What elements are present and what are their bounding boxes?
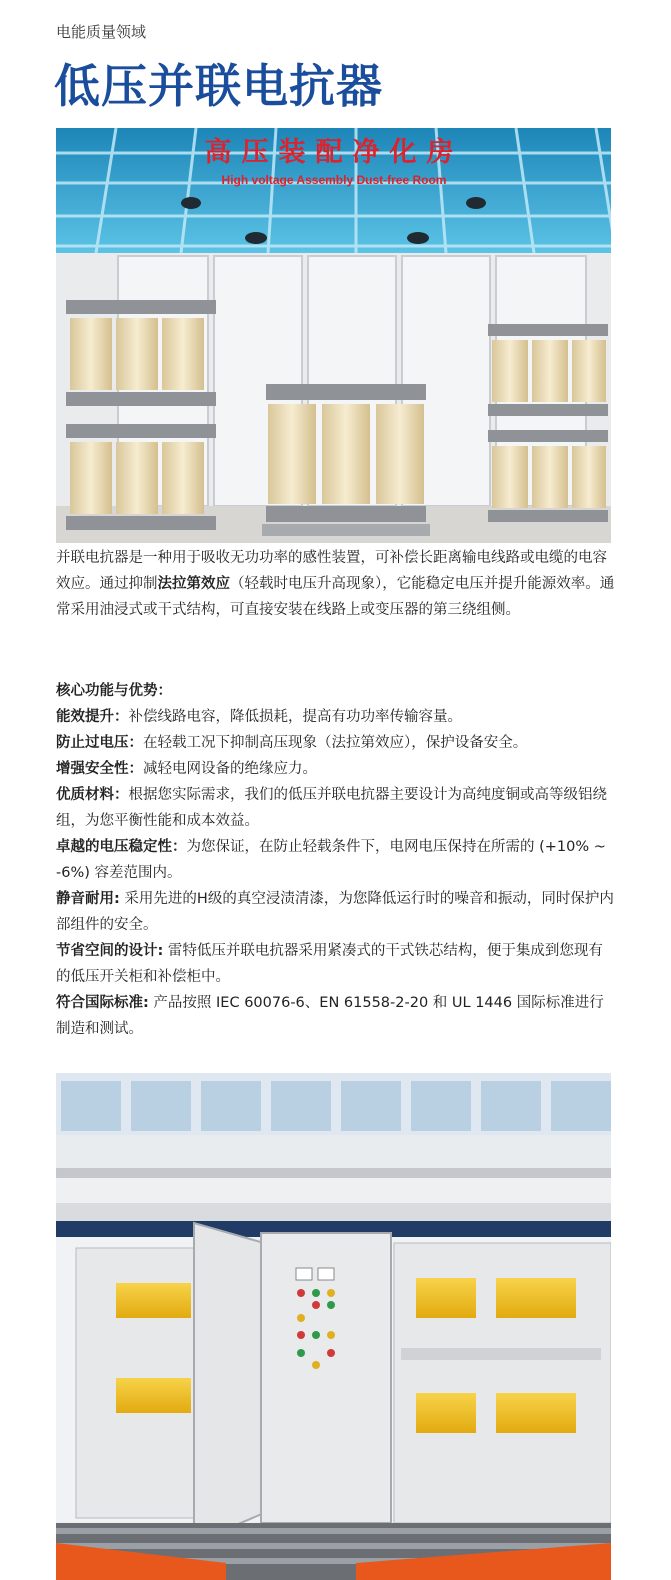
feature-text: 为您保证，在防止轻载条件下，电网电压保持在所需的 (+10% ~ -6%) 容差范围内。 (56, 839, 606, 881)
sign-english-text: High voltage Assembly Dust-free Room (221, 173, 447, 187)
feature-text: 在轻载工况下抑制高压现象（法拉第效应），保护设备安全。 (143, 735, 528, 751)
intro-bold-term: 法拉第效应 (157, 576, 230, 592)
feature-text: 补偿线路电容，降低损耗，提高有功功率传输容量。 (128, 709, 462, 725)
feature-text: 根据您实际需求，我们的低压并联电抗器主要设计为高纯度铜或高等级铝绕组，为您平衡性能和成本效益。 (56, 787, 607, 829)
intro-text-2: （轻载时电压升高现象），它能稳定电压并提升能源效率。通常采用油浸式或干式结构，可直接安装在线路上或变压器的第三绕组侧。 (56, 576, 615, 618)
feature-text: 雷特低压并联电抗器采用紧凑式的干式铁芯结构，便于集成到您现有的低压开关柜和补偿柜中。 (56, 943, 603, 985)
feature-item (56, 730, 616, 756)
feature-key: 优质材料： (56, 787, 129, 803)
feature-item (56, 886, 616, 938)
feature-item (56, 782, 616, 834)
feature-item (56, 938, 616, 990)
feature-item (56, 990, 616, 1042)
feature-key: 能效提升： (56, 709, 129, 725)
sign-chinese-text: 高压装配净化房 (204, 137, 464, 168)
feature-key: 静音耐用: (56, 891, 120, 907)
page-title: 低压并联电抗器 (54, 59, 383, 113)
reactor-assembly-room-photo (56, 128, 611, 543)
feature-key: 节省空间的设计: (56, 943, 164, 959)
reactor-middle (262, 384, 430, 536)
feature-item (56, 834, 616, 886)
cabinet-installation-photo (56, 1073, 611, 1580)
feature-key: 符合国际标准: (56, 995, 149, 1011)
feature-text: 采用先进的H级的真空浸渍清漆，为您降低运行时的噪音和振动，同时保护内部组件的安全。 (56, 891, 614, 933)
intro-text-1: 并联电抗器是一种用于吸收无功功率的感性装置，可补偿长距离输电线路或电缆的电容效应。通过抑制 (56, 550, 607, 592)
feature-text: 减轻电网设备的绝缘应力。 (143, 761, 317, 777)
feature-item (56, 756, 616, 782)
features-section (56, 678, 616, 1042)
intro-paragraph (56, 545, 616, 623)
category-label: 电能质量领域 (56, 23, 147, 41)
feature-key: 防止过电压： (56, 735, 143, 751)
features-heading: 核心功能与优势： (56, 683, 172, 699)
feature-item (56, 704, 616, 730)
feature-key: 增强安全性： (56, 761, 143, 777)
feature-text: 产品按照 IEC 60076-6、EN 61558-2-20 和 UL 1446 国际标准进行制造和测试。 (56, 995, 604, 1037)
feature-key: 卓越的电压稳定性： (56, 839, 187, 855)
